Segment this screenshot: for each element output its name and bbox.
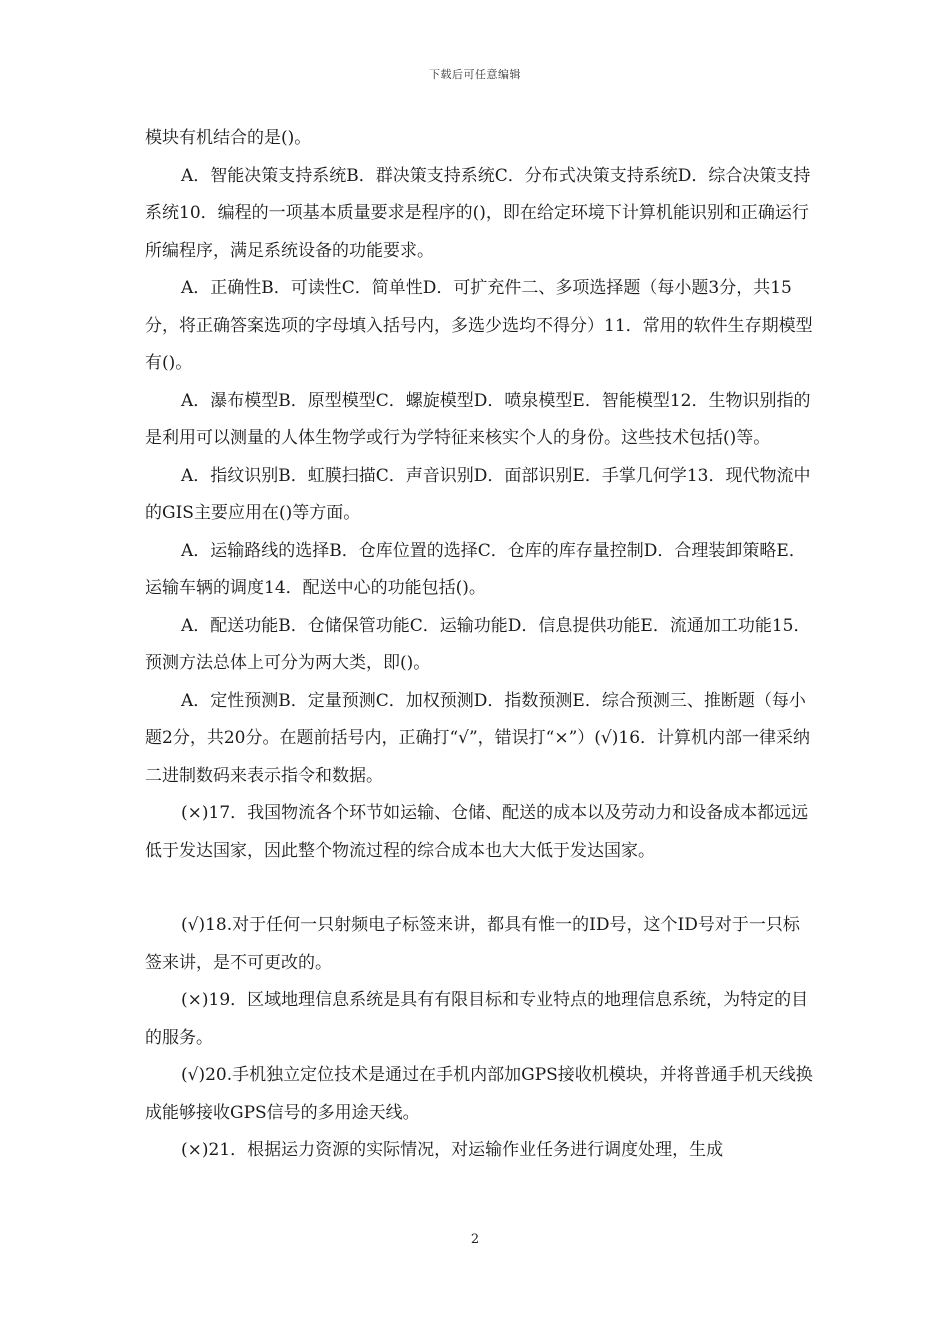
paragraph-4: A．瀑布模型B．原型模型C．螺旋模型D．喷泉模型E．智能模型12．生物识别指的是利用可以测量的人体生物学或行为学特征来核实个人的身份。这些技术包括()等。 [145,390,811,448]
paragraph-gap [145,870,815,907]
paragraph-9: (×)17．我国物流各个环节如运输、仓储、配送的成本以及劳动力和设备成本都远远低于发达国家，因此整个物流过程的综合成本也大大低于发达国家。 [145,803,809,861]
page-number: 2 [470,1232,480,1247]
paragraph-2: A．智能决策支持系统B．群决策支持系统C．分布式决策支持系统D．综合决策支持系统10．编程的一项基本质量要求是程序的()，即在给定环境下计算机能识别和正确运行所编程序，满足系统设备的功能要求。 [145,165,811,261]
paragraph-10: (√)18.对于任何一只射频电子标签来讲，都具有惟一的ID号，这个ID号对于一只标签来讲，是不可更改的。 [145,915,800,973]
paragraph-3: A．正确性B．可读性C．简单性D．可扩充件二、多项选择题（每小题3分，共15分，将正确答案选项的字母填入括号内，多选少选均不得分）11．常用的软件生存期模型有()。 [145,278,813,373]
paragraph-11: (×)19．区域地理信息系统是具有有限目标和专业特点的地理信息系统，为特定的目的服务。 [145,990,809,1048]
paragraph-12: (√)20.手机独立定位技术是通过在手机内部加GPS接收机模块，并将普通手机天线换成能够接收GPS信号的多用途天线。 [145,1065,813,1123]
page-header: 下载后可任意编辑 [429,68,521,81]
paragraph-7: A．配送功能B．仓储保管功能C．运输功能D．信息提供功能E．流通加工功能15．预测方法总体上可分为两大类，即()。 [145,615,811,673]
paragraph-13: (×)21．根据运力资源的实际情况，对运输作业任务进行调度处理，生成 [181,1140,724,1160]
paragraph-1: 模块有机结合的是()。 [145,128,312,148]
paragraph-8: A．定性预测B．定量预测C．加权预测D．指数预测E．综合预测三、推断题（每小题2分，共20分。在题前括号内，正确打“√”，错误打“×”）(√)16．计算机内部一律采纳二进制数码来表示指令和数据。 [145,690,811,786]
paragraph-6: A．运输路线的选择B．仓库位置的选择C．仓库的库存量控制D．合理装卸策略E．运输车辆的调度14．配送中心的功能包括()。 [145,540,806,598]
document-body [145,120,815,1170]
paragraph-5: A．指纹识别B．虹膜扫描C．声音识别D．面部识别E．手掌几何学13．现代物流中的GIS主要应用在()等方面。 [145,465,811,523]
